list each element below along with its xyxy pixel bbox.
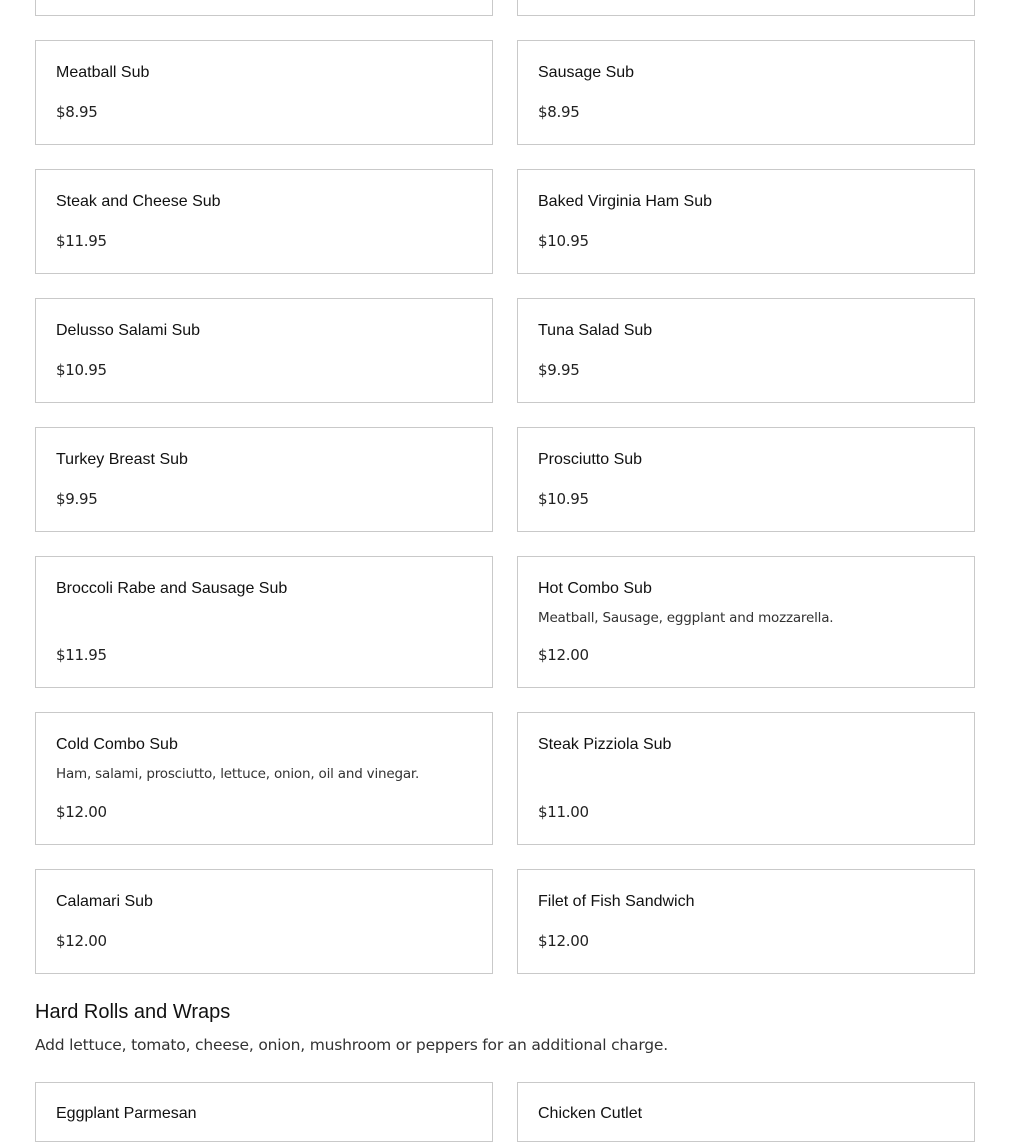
item-price: $11.95 bbox=[56, 646, 107, 664]
item-name: Chicken Cutlet bbox=[538, 1105, 643, 1122]
item-name: Prosciutto Sub bbox=[538, 451, 643, 468]
menu-item-card[interactable] bbox=[35, 427, 493, 532]
item-description: Meatball, Sausage, eggplant and mozzarella. bbox=[538, 610, 834, 626]
menu-item-card[interactable] bbox=[35, 298, 493, 403]
menu-item-card[interactable] bbox=[517, 40, 975, 145]
item-name: Filet of Fish Sandwich bbox=[538, 893, 695, 910]
item-name: Steak and Cheese Sub bbox=[56, 193, 221, 210]
item-price: $11.00 bbox=[538, 803, 589, 821]
item-name: Turkey Breast Sub bbox=[56, 451, 188, 468]
menu-item-card[interactable] bbox=[517, 712, 975, 845]
menu-item-card[interactable] bbox=[35, 169, 493, 274]
item-price: $10.95 bbox=[538, 232, 589, 250]
menu-item-card[interactable] bbox=[517, 1082, 975, 1142]
item-name: Hot Combo Sub bbox=[538, 580, 652, 597]
menu-item-card[interactable] bbox=[35, 40, 493, 145]
menu-item-card[interactable] bbox=[35, 556, 493, 688]
menu-item-card[interactable] bbox=[517, 556, 975, 688]
menu-item-card[interactable] bbox=[517, 869, 975, 974]
menu-item-card[interactable] bbox=[517, 298, 975, 403]
item-name: Tuna Salad Sub bbox=[538, 322, 653, 339]
item-description: Ham, salami, prosciutto, lettuce, onion, oil and vinegar. bbox=[56, 766, 420, 782]
item-price: $12.00 bbox=[538, 932, 589, 950]
item-price: $8.95 bbox=[538, 103, 580, 121]
menu-item-card[interactable] bbox=[35, 0, 493, 16]
menu-item-card[interactable] bbox=[517, 427, 975, 532]
item-price: $9.95 bbox=[56, 490, 98, 508]
item-name: Baked Virginia Ham Sub bbox=[538, 193, 713, 210]
item-price: $10.95 bbox=[538, 490, 589, 508]
item-name: Sausage Sub bbox=[538, 64, 635, 81]
item-price: $9.95 bbox=[538, 361, 580, 379]
item-name: Cold Combo Sub bbox=[56, 736, 178, 753]
item-price: $12.00 bbox=[56, 803, 107, 821]
section-title: Hard Rolls and Wraps bbox=[35, 1001, 231, 1023]
item-price: $12.00 bbox=[56, 932, 107, 950]
item-name: Eggplant Parmesan bbox=[56, 1105, 197, 1122]
menu-item-card[interactable] bbox=[35, 1082, 493, 1142]
menu-item-card[interactable] bbox=[517, 169, 975, 274]
item-price: $10.95 bbox=[56, 361, 107, 379]
item-name: Calamari Sub bbox=[56, 893, 153, 910]
item-price: $8.95 bbox=[56, 103, 98, 121]
item-price: $12.00 bbox=[538, 646, 589, 664]
item-name: Meatball Sub bbox=[56, 64, 150, 81]
item-name: Delusso Salami Sub bbox=[56, 322, 201, 339]
menu-item-card[interactable] bbox=[517, 0, 975, 16]
menu-item-card[interactable] bbox=[35, 712, 493, 845]
item-name: Broccoli Rabe and Sausage Sub bbox=[56, 580, 288, 597]
item-price: $11.95 bbox=[56, 232, 107, 250]
section-note: Add lettuce, tomato, cheese, onion, mushroom or peppers for an additional charge. bbox=[35, 1036, 668, 1054]
menu-item-card[interactable] bbox=[35, 869, 493, 974]
item-name: Steak Pizziola Sub bbox=[538, 736, 672, 753]
